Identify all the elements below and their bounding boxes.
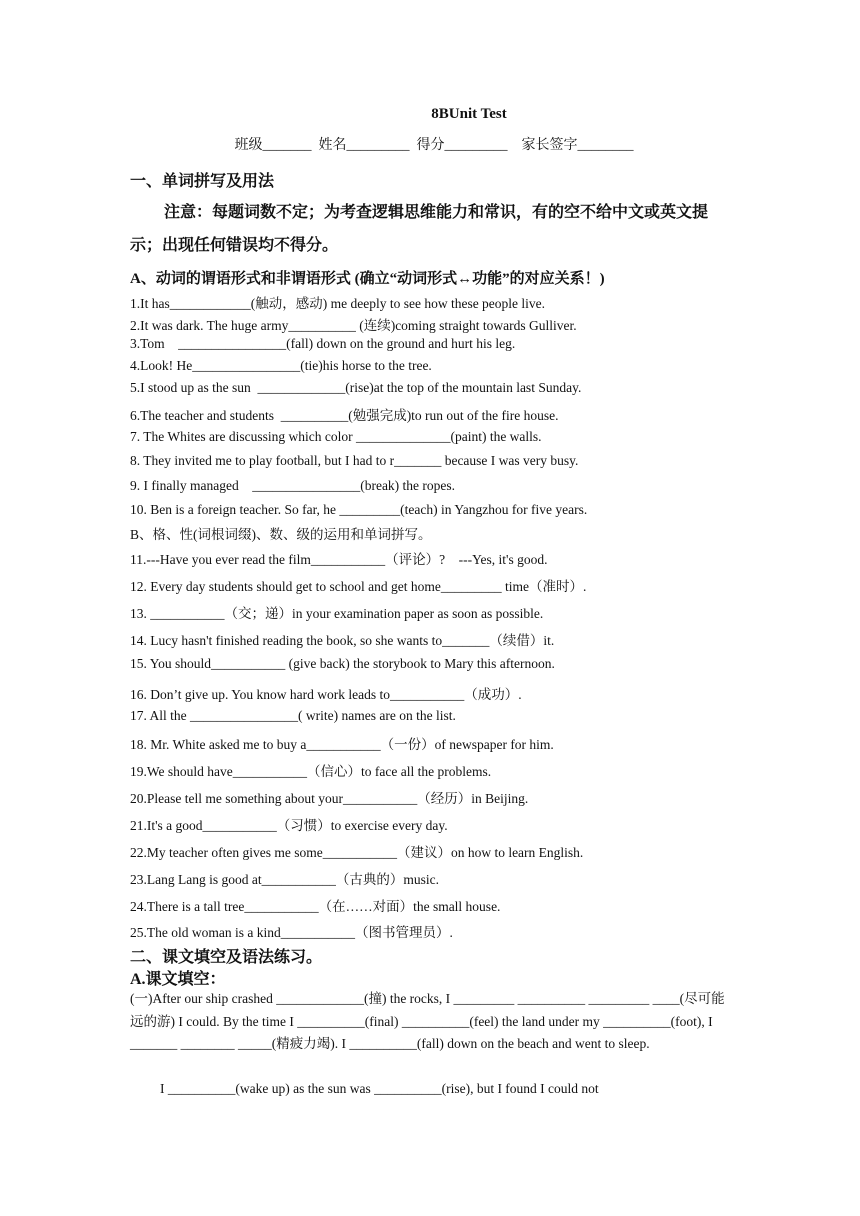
question-24: 24.There is a tall tree___________（在……对面）the small house. bbox=[130, 899, 501, 914]
question-25: 25.The old woman is a kind___________（图书管理员）. bbox=[130, 925, 453, 940]
question-18: 18. Mr. White asked me to buy a___________（一份）of newspaper for him. bbox=[130, 737, 554, 752]
question-5: 5.I stood up as the sun _____________(rise)at the top of the mountain last Sunday. bbox=[130, 380, 582, 395]
section2-heading: 二、课文填空及语法练习。 bbox=[130, 949, 323, 966]
question-13: 13. ___________（交；递）in your examination paper as soon as possible. bbox=[130, 606, 544, 621]
question-1: 1.It has____________(触动，感动) me deeply to see how these people live. bbox=[130, 296, 546, 311]
passage-paragraph-2: I __________(wake up) as the sun was __________(rise), but I found I could not bbox=[160, 1081, 599, 1096]
question-19: 19.We should have___________（信心）to face all the problems. bbox=[130, 764, 492, 779]
section2-partA-heading: A.课文填空： bbox=[130, 971, 226, 988]
question-15: 15. You should___________ (give back) the storybook to Mary this afternoon. bbox=[130, 656, 555, 671]
question-14: 14. Lucy hasn't finished reading the book, so she wants to_______（续借）it. bbox=[130, 633, 555, 648]
question-20: 20.Please tell me something about your___________（经历）in Beijing. bbox=[130, 791, 529, 806]
question-2: 2.It was dark. The huge army__________ (连续)coming straight towards Gulliver. bbox=[130, 318, 577, 333]
page-title: 8BUnit Test bbox=[431, 106, 507, 122]
question-3: 3.Tom ________________(fall) down on the ground and hurt his leg. bbox=[130, 336, 516, 351]
section1-note: 注意：每题词数不定；为考查逻辑思维能力和常识，有的空不给中文或英文提示；出现任何错误均不得分。 bbox=[130, 204, 709, 254]
question-11: 11.---Have you ever read the film___________（评论）? ---Yes, it's good. bbox=[130, 552, 548, 567]
question-22: 22.My teacher often gives me some___________（建议）on how to learn English. bbox=[130, 845, 584, 860]
section1-partA-heading: A、动词的谓语形式和非谓语形式 (确立“动词形式↔功能”的对应关系！) bbox=[130, 271, 605, 287]
section1-heading: 一、单词拼写及用法 bbox=[130, 173, 275, 190]
question-8: 8. They invited me to play football, but I had to r_______ because I was very busy. bbox=[130, 453, 579, 468]
question-9: 9. I finally managed ________________(break) the ropes. bbox=[130, 478, 456, 493]
question-4: 4.Look! He________________(tie)his horse to the tree. bbox=[130, 358, 432, 373]
question-16: 16. Don’t give up. You know hard work leads to___________（成功）. bbox=[130, 687, 522, 702]
student-info-line: 班级_______ 姓名_________ 得分_________ 家长签字________ bbox=[234, 138, 634, 153]
question-17: 17. All the ________________( write) names are on the list. bbox=[130, 708, 456, 723]
section1-partB-heading: B、格、性(词根词缀)、数、级的运用和单词拼写。 bbox=[130, 527, 432, 542]
question-6: 6.The teacher and students __________(勉强完成)to run out of the fire house. bbox=[130, 408, 559, 423]
question-12: 12. Every day students should get to school and get home_________ time（准时）. bbox=[130, 579, 587, 594]
question-21: 21.It's a good___________（习惯）to exercise every day. bbox=[130, 818, 448, 833]
question-7: 7. The Whites are discussing which color ______________(paint) the walls. bbox=[130, 429, 542, 444]
question-23: 23.Lang Lang is good at___________（古典的）music. bbox=[130, 872, 439, 887]
question-10: 10. Ben is a foreign teacher. So far, he _________(teach) in Yangzhou for five years. bbox=[130, 502, 588, 517]
passage-paragraph-1: (一)After our ship crashed _____________(撞) the rocks, I _________ __________ _________ ____(尽可能远的游) I could. By the time I __________(final) __________(feel) the land under my __________(foot), I _______ ________ _____(精疲力竭). I __________(fall) down on the beach and went to sleep. bbox=[130, 991, 725, 1051]
